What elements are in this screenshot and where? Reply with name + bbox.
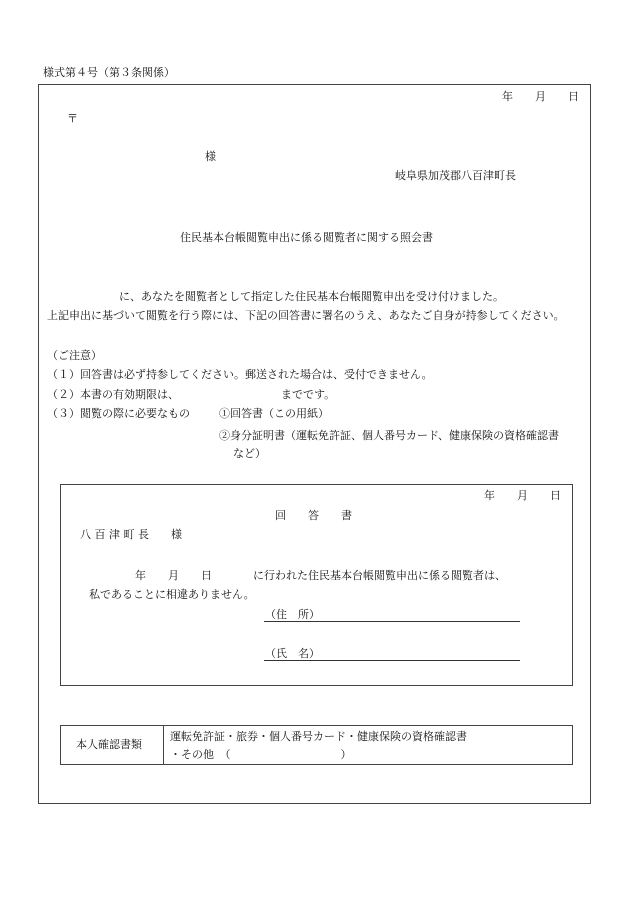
id-docs-divider: [163, 725, 164, 764]
address-label: （住 所）: [265, 608, 320, 621]
note-1: （１）回答書は必ず持参してください。郵送された場合は、受付できません。: [47, 368, 433, 381]
reply-addressee: 八 百 津 町 長 様: [80, 528, 182, 541]
note-2-tail: までです。: [281, 388, 336, 401]
reply-date: 年 月 日: [484, 489, 561, 502]
note-3-item-2b: など）: [233, 447, 266, 460]
reply-date-prefix: 年 月 日: [135, 569, 212, 582]
issue-date: 年 月 日: [502, 90, 579, 103]
note-3-label: （３）閲覧の際に必要なもの: [47, 407, 190, 420]
notes-header: （ご注意）: [47, 349, 102, 362]
postal-mark: 〒: [67, 112, 78, 125]
name-label: （氏 名）: [265, 647, 320, 660]
body-line-1: に、あなたを閲覧者として指定した住民基本台帳閲覧申出を受け付けました。: [119, 290, 504, 303]
note-3-item-1: ①回答書（この用紙）: [219, 407, 329, 420]
document-title: 住民基本台帳閲覧申出に係る閲覧者に関する照会書: [180, 231, 433, 244]
reply-title: 回 答 書: [275, 509, 352, 522]
id-docs-label: 本人確認書類: [76, 738, 142, 751]
id-docs-line-1: 運転免許証・旅券・個人番号カード・健康保険の資格確認書: [170, 730, 467, 743]
issuer-name: 岐阜県加茂郡八百津町長: [395, 169, 516, 182]
body-line-2: 上記申出に基づいて閲覧を行う際には、下記の回答書に署名のうえ、あなたご自身が持参してください。: [47, 309, 565, 322]
addressee-suffix: 様: [205, 150, 216, 163]
id-docs-line-2: ・その他 （ ）: [170, 748, 352, 761]
form-label: 様式第４号（第３条関係）: [43, 66, 175, 79]
reply-statement-1: に行われた住民基本台帳閲覧申出に係る閲覧者は、: [253, 569, 506, 582]
note-2-label: （２）本書の有効期限は、: [47, 388, 179, 401]
note-3-item-2a: ②身分証明書（運転免許証、個人番号カード、健康保険の資格確認書: [219, 429, 560, 442]
name-line[interactable]: [264, 660, 520, 661]
notice-frame: [38, 84, 591, 804]
reply-statement-2: 私であることに相違ありません。: [89, 588, 255, 601]
address-line[interactable]: [264, 621, 520, 622]
